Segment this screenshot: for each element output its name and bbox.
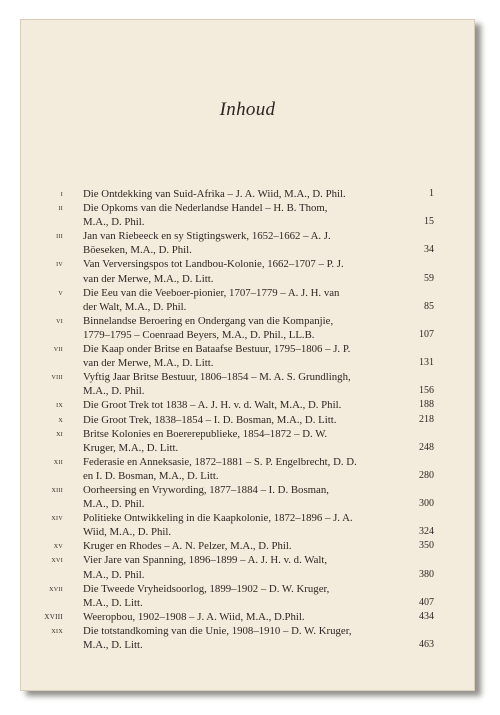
page-number: 188 bbox=[419, 399, 434, 411]
chapter-title-text: Die totstandkoming van die Unie, 1908–1910 – D. W. Kruger, bbox=[83, 624, 352, 637]
chapter-title-text: Die Eeu van die Veeboer-pionier, 1707–1779 – A. J. H. van bbox=[83, 286, 340, 299]
chapter-title-text: Jan van Riebeeck en sy Stigtingswerk, 1652–1662 – A. J. bbox=[83, 230, 331, 243]
page-number: 280 bbox=[419, 469, 434, 481]
chapter-number: iv bbox=[56, 259, 63, 269]
toc-entry-line bbox=[21, 427, 474, 441]
chapter-number: ix bbox=[56, 400, 63, 410]
toc-entry-line bbox=[21, 257, 474, 271]
toc-entry bbox=[21, 483, 474, 511]
chapter-title-text: M.A., D. Litt. bbox=[83, 639, 143, 651]
page-number: 218 bbox=[419, 413, 434, 425]
toc-entry-line bbox=[21, 525, 474, 539]
chapter-title-text: M.A., D. Phil. bbox=[83, 385, 145, 398]
chapter-title-text: Politieke Ontwikkeling in die Kaapkolonie, 1872–1896 – J. A. bbox=[83, 512, 353, 525]
chapter-number: xi bbox=[56, 428, 63, 438]
toc-entry-line bbox=[21, 483, 474, 497]
chapter-title-text: der Walt, M.A., D. Phil. bbox=[83, 300, 187, 313]
page-number: 350 bbox=[419, 540, 434, 552]
toc-entry-line bbox=[21, 413, 474, 427]
page-number: 248 bbox=[419, 441, 434, 453]
chapter-title-text: Van Verversingspos tot Landbou-Kolonie, 1662–1707 – P. J. bbox=[83, 258, 344, 271]
page-number: 34 bbox=[424, 244, 434, 256]
toc-entry-line bbox=[21, 328, 474, 342]
chapter-title-text: van der Merwe, M.A., D. Litt. bbox=[83, 272, 214, 285]
chapter-number: xiv bbox=[51, 513, 63, 523]
page-number: 463 bbox=[419, 639, 434, 650]
toc-entry bbox=[21, 342, 474, 370]
toc-entry-line bbox=[21, 272, 474, 286]
toc-entry bbox=[21, 187, 474, 201]
page-number: 434 bbox=[419, 610, 434, 622]
page-number: 407 bbox=[419, 596, 434, 608]
page-number: 324 bbox=[419, 526, 434, 538]
chapter-title-text: Federasie en Anneksasie, 1872–1881 – S. P. Engelbrecht, D. D. bbox=[83, 455, 357, 468]
chapter-title-text: 1779–1795 – Coenraad Beyers, M.A., D. Phil., LL.B. bbox=[83, 328, 315, 341]
toc-entry-line bbox=[21, 384, 474, 398]
toc-entry bbox=[21, 229, 474, 257]
toc-entry bbox=[21, 427, 474, 455]
page-number: 1 bbox=[429, 188, 434, 199]
page-number: 156 bbox=[419, 385, 434, 397]
toc-entry bbox=[21, 582, 474, 610]
chapter-title-text: van der Merwe, M.A., D. Litt. bbox=[83, 357, 214, 370]
toc-entry-line bbox=[21, 314, 474, 328]
toc-entry bbox=[21, 370, 474, 398]
chapter-title-text: Die Groot Trek, 1838–1854 – I. D. Bosman, M.A., D. Litt. bbox=[83, 413, 337, 426]
chapter-number: xviii bbox=[44, 611, 63, 622]
chapter-title-text: Vier Jare van Spanning, 1896–1899 – A. J. H. v. d. Walt, bbox=[83, 554, 328, 567]
chapter-number: i bbox=[60, 189, 63, 198]
chapter-number: vii bbox=[53, 344, 63, 354]
chapter-title-text: Die Opkoms van die Nederlandse Handel – H. B. Thom, bbox=[83, 202, 328, 215]
chapter-title-text: Weeropbou, 1902–1908 – J. A. Wiid, M.A., D.Phil. bbox=[83, 610, 305, 623]
page-title: Inhoud bbox=[219, 99, 276, 120]
chapter-title-text: Kruger en Rhodes – A. N. Pelzer, M.A., D. Phil. bbox=[83, 540, 292, 553]
chapter-title-text: M.A., D. Phil. bbox=[83, 498, 145, 511]
toc-entry-line bbox=[21, 455, 474, 469]
page-number: 300 bbox=[419, 498, 434, 510]
chapter-number: viii bbox=[51, 372, 63, 382]
toc-entry-line bbox=[21, 229, 474, 243]
chapter-title-text: Böeseken, M.A., D. Phil. bbox=[83, 244, 192, 257]
chapter-number: xvii bbox=[49, 583, 63, 593]
toc-entry-line bbox=[21, 596, 474, 610]
toc-entry bbox=[21, 286, 474, 314]
chapter-number: xiii bbox=[51, 484, 63, 494]
toc-entry-line bbox=[21, 469, 474, 483]
toc-entry-line bbox=[21, 300, 474, 314]
chapter-title-text: Britse Kolonies en Boererepublieke, 1854–1872 – D. W. bbox=[83, 427, 328, 440]
toc-entry-line bbox=[21, 243, 474, 257]
toc-entry-line bbox=[21, 539, 474, 553]
toc-entry bbox=[21, 201, 474, 229]
page-number: 15 bbox=[424, 216, 434, 228]
chapter-title-text: Die Kaap onder Britse en Bataafse Bestuur, 1795–1806 – J. P. bbox=[83, 343, 351, 356]
chapter-title-text: M.A., D. Phil. bbox=[83, 568, 145, 581]
toc-entry-line bbox=[21, 610, 474, 624]
toc-entry bbox=[21, 610, 474, 624]
toc-entry bbox=[21, 398, 474, 412]
chapter-number: xv bbox=[53, 541, 63, 551]
toc-entry bbox=[21, 539, 474, 553]
toc-entry-line bbox=[21, 638, 474, 652]
chapter-number: xix bbox=[51, 625, 63, 635]
chapter-title-text: Kruger, M.A., D. Litt. bbox=[83, 441, 179, 454]
toc-entry-line bbox=[21, 398, 474, 412]
chapter-number: xvi bbox=[51, 555, 63, 565]
chapter-title-text: en I. D. Bosman, M.A., D. Litt. bbox=[83, 469, 219, 482]
toc-entry bbox=[21, 511, 474, 539]
toc-entry bbox=[21, 624, 474, 652]
chapter-number: x bbox=[58, 414, 63, 424]
chapter-title-text: Die Ontdekking van Suid-Afrika – J. A. Wiid, M.A., D. Phil. bbox=[83, 188, 346, 200]
chapter-title-text: Wiid, M.A., D. Phil. bbox=[83, 526, 172, 539]
toc-entry-line bbox=[21, 356, 474, 370]
toc-entry-line bbox=[21, 201, 474, 215]
toc-entry-line bbox=[21, 370, 474, 384]
book-page bbox=[20, 19, 475, 691]
toc-entry bbox=[21, 413, 474, 427]
chapter-number: iii bbox=[56, 231, 63, 241]
toc-entry-line bbox=[21, 441, 474, 455]
page-number: 380 bbox=[419, 568, 434, 580]
toc-entry-line bbox=[21, 187, 474, 201]
toc-entry-line bbox=[21, 342, 474, 356]
toc-entry-line bbox=[21, 511, 474, 525]
page-number: 131 bbox=[419, 357, 434, 369]
chapter-title-text: Die Tweede Vryheidsoorlog, 1899–1902 – D. W. Kruger, bbox=[83, 582, 330, 595]
toc-entry-line bbox=[21, 624, 474, 638]
toc-entry-line bbox=[21, 215, 474, 229]
page-number: 59 bbox=[424, 272, 434, 284]
chapter-title-text: M.A., D. Phil. bbox=[83, 216, 145, 229]
toc-entry-line bbox=[21, 582, 474, 596]
page-number: 85 bbox=[424, 300, 434, 312]
chapter-title-text: Oorheersing en Vrywording, 1877–1884 – I. D. Bosman, bbox=[83, 483, 329, 496]
chapter-number: xii bbox=[53, 456, 63, 466]
chapter-title-text: Binnelandse Beroering en Ondergang van die Kompanjie, bbox=[83, 314, 334, 327]
toc-entry-line bbox=[21, 286, 474, 300]
chapter-number: ii bbox=[58, 203, 63, 213]
toc-entry bbox=[21, 314, 474, 342]
chapter-number: v bbox=[58, 287, 63, 297]
table-of-contents bbox=[21, 187, 474, 652]
toc-entry-line bbox=[21, 497, 474, 511]
chapter-title-text: M.A., D. Litt. bbox=[83, 596, 143, 609]
toc-entry-line bbox=[21, 553, 474, 567]
page-number: 107 bbox=[419, 328, 434, 340]
toc-entry-line bbox=[21, 568, 474, 582]
toc-entry bbox=[21, 553, 474, 581]
chapter-title-text: Die Groot Trek tot 1838 – A. J. H. v. d. Walt, M.A., D. Phil. bbox=[83, 399, 342, 412]
chapter-number: vi bbox=[56, 315, 63, 325]
toc-entry bbox=[21, 257, 474, 285]
chapter-title-text: Vyftig Jaar Britse Bestuur, 1806–1854 – M. A. S. Grundlingh, bbox=[83, 371, 351, 384]
toc-entry bbox=[21, 455, 474, 483]
